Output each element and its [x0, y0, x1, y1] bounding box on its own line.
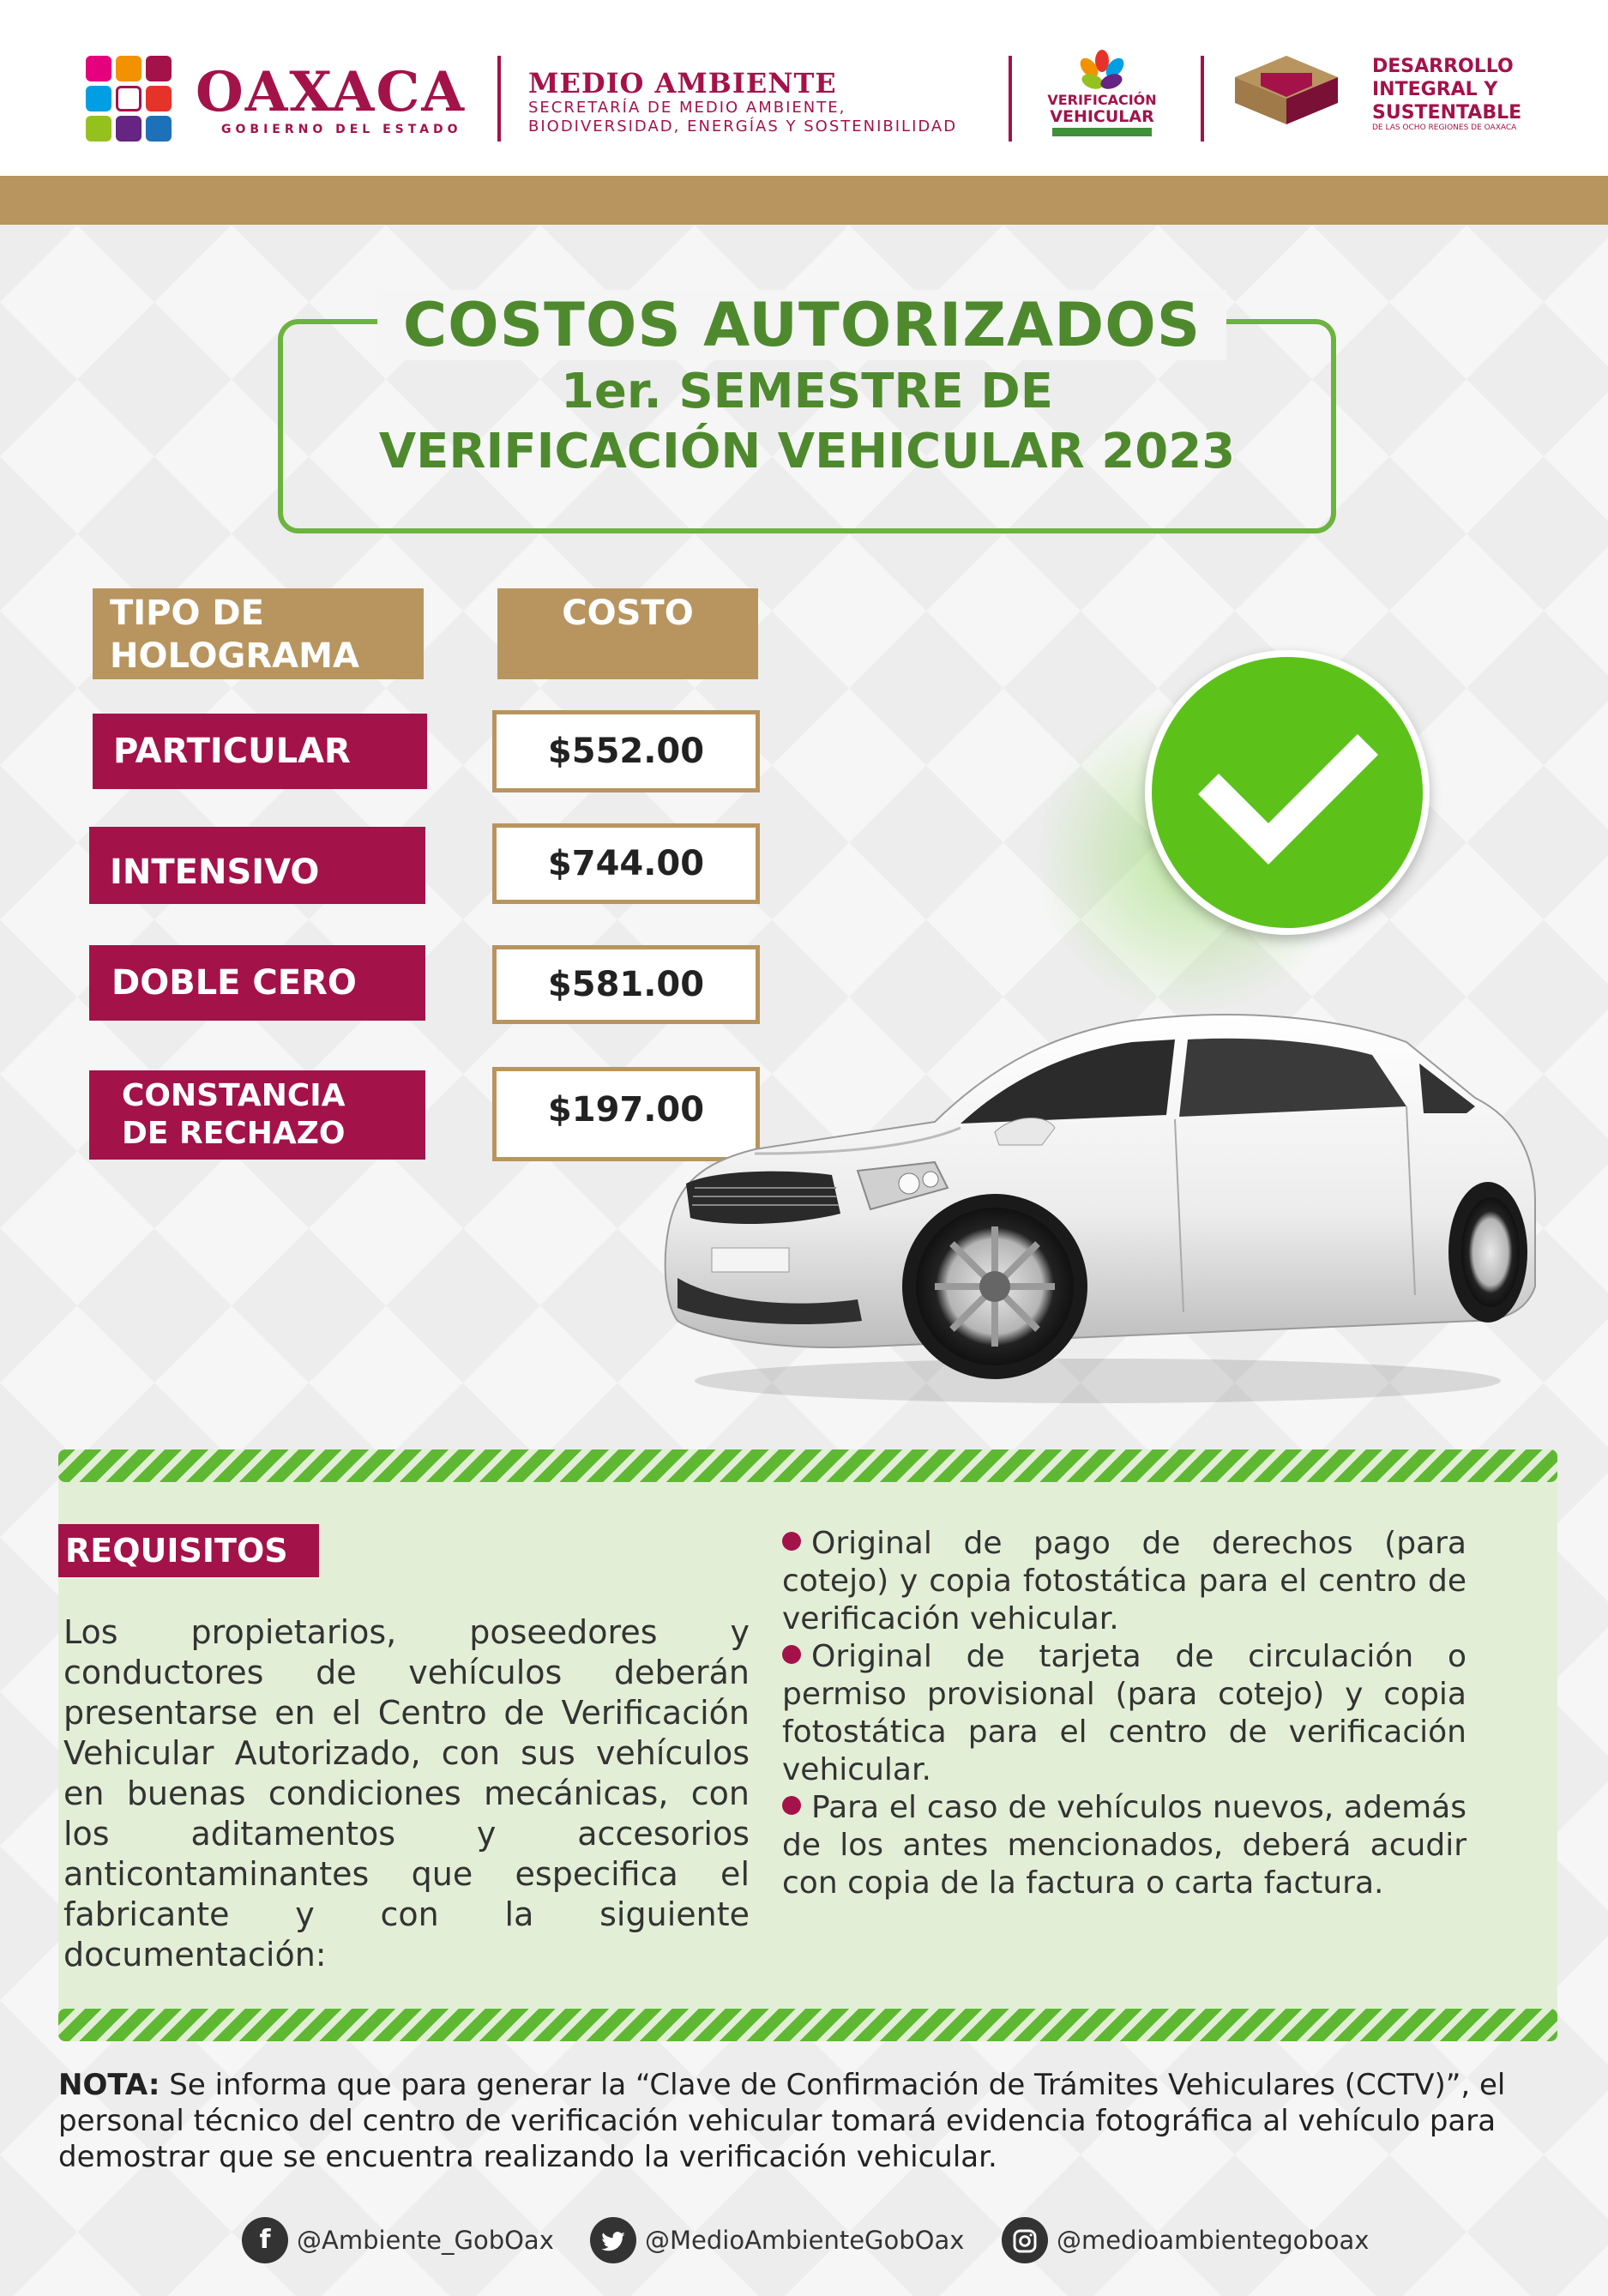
hologram-type-intensivo: INTENSIVO [89, 827, 425, 904]
constancia-line2: DE RECHAZO [122, 1116, 346, 1151]
divider [497, 56, 501, 142]
header [0, 0, 1608, 176]
medio-sub-line2: BIODIVERSIDAD, ENERGÍAS Y SOSTENIBILIDAD [528, 118, 958, 136]
oaxaca-logo-icon [86, 56, 172, 142]
medio-ambiente-title: MEDIO AMBIENTE [528, 67, 837, 99]
nota-text: Se informa que para generar la “Clave de Confirmación de Trámites Vehiculares (CCTV)”, el personal técnico del centro de verificación vehicular tomará evidencia fotográfica al vehículo para demostrar que se encuentra realizando la verificación vehicular. [58, 2068, 1506, 2174]
oaxaca-wordmark: OAXACA [196, 60, 467, 124]
price-doble-cero: $581.00 [492, 945, 760, 1024]
di-line1: DESARROLLO [1372, 56, 1514, 77]
desarrollo-integral-logo-icon [1235, 56, 1338, 124]
social-instagram[interactable] [1002, 2217, 1369, 2263]
list-item [782, 1525, 1466, 1638]
bullet-icon [782, 1645, 801, 1664]
desarrollo-integral-text [1372, 55, 1521, 124]
list-item-text: Original de pago de derechos (para cotejo) y copia fotostática para el centro de verificación vehicular. [782, 1526, 1466, 1636]
table-header-cost: COSTO [497, 588, 758, 679]
social-facebook[interactable] [242, 2217, 554, 2263]
price-constancia-rechazo: $197.00 [492, 1067, 760, 1161]
vv-line2: VEHICULAR [1050, 107, 1154, 126]
twitter-icon [590, 2217, 636, 2263]
nota-paragraph [58, 2067, 1561, 2175]
list-item-text: Original de tarjeta de circulación o permiso provisional (para cotejo) y copia fotostática para el centro de verificación vehicular. [782, 1639, 1466, 1787]
medio-sub-line1: SECRETARÍA DE MEDIO AMBIENTE, [528, 99, 846, 117]
oaxaca-subtitle: GOBIERNO DEL ESTADO [221, 123, 462, 136]
di-line3: SUSTENTABLE [1372, 102, 1522, 124]
price-intensivo: $744.00 [492, 823, 760, 904]
zigzag-border-bottom [58, 2009, 1557, 2041]
divider [1009, 56, 1012, 142]
instagram-icon [1002, 2217, 1048, 2263]
car-image [652, 969, 1544, 1415]
requisitos-intro: Los propietarios, poseedores y conductores de vehículos deberán presentarse en el Centro de Verificación Vehicular Autorizado, con sus vehículos en buenas condiciones mecánicas, con los aditamentos y accesorios anticontaminantes que especifica el fabricante y con la siguiente documentación: [63, 1613, 750, 1974]
requisitos-list [782, 1525, 1466, 1902]
title-subline-1: 1er. SEMESTRE DE [560, 364, 1054, 419]
header-gold-bar [0, 176, 1608, 225]
verificacion-vehicular-logo [1046, 50, 1158, 142]
instagram-handle: @medioambientegoboax [1057, 2226, 1370, 2255]
facebook-handle: @Ambiente_GobOax [297, 2226, 554, 2255]
hologram-type-constancia-rechazo [89, 1070, 425, 1160]
divider [1201, 56, 1204, 142]
requisitos-label: REQUISITOS [58, 1524, 319, 1577]
hologram-type-doble-cero: DOBLE CERO [89, 945, 425, 1021]
list-item-text: Para el caso de vehículos nuevos, además de los antes mencionados, deberá acudir con copia de la factura o carta factura. [782, 1790, 1466, 1901]
constancia-line1: CONSTANCIA [122, 1078, 346, 1113]
di-line2: INTEGRAL Y [1372, 79, 1498, 100]
bullet-icon [782, 1796, 801, 1815]
list-item [782, 1789, 1466, 1902]
list-item [782, 1638, 1466, 1789]
bullet-icon [782, 1532, 801, 1551]
price-particular: $552.00 [492, 710, 760, 792]
facebook-icon: f [242, 2217, 288, 2263]
twitter-handle: @MedioAmbienteGobOax [645, 2226, 965, 2255]
header-type-line1: TIPO DE [110, 594, 264, 633]
flower-icon [1079, 50, 1125, 93]
title-subline-2: VERIFICACIÓN VEHICULAR 2023 [378, 424, 1236, 479]
header-type-line2: HOLOGRAMA [110, 636, 359, 676]
nota-label: NOTA: [58, 2068, 160, 2102]
hologram-type-particular: PARTICULAR [93, 714, 427, 789]
page-title: COSTOS AUTORIZADOS [377, 290, 1226, 360]
desarrollo-integral-small: DE LAS OCHO REGIONES DE OAXACA [1372, 124, 1517, 132]
medio-ambiente-subtitle [528, 99, 957, 136]
vv-bar [1052, 128, 1152, 136]
zigzag-border-top [58, 1449, 1557, 1482]
vv-line1: VERIFICACIÓN [1047, 92, 1157, 108]
table-header-type [93, 588, 424, 679]
checkmark-icon [1145, 650, 1430, 935]
social-twitter[interactable] [590, 2217, 964, 2263]
